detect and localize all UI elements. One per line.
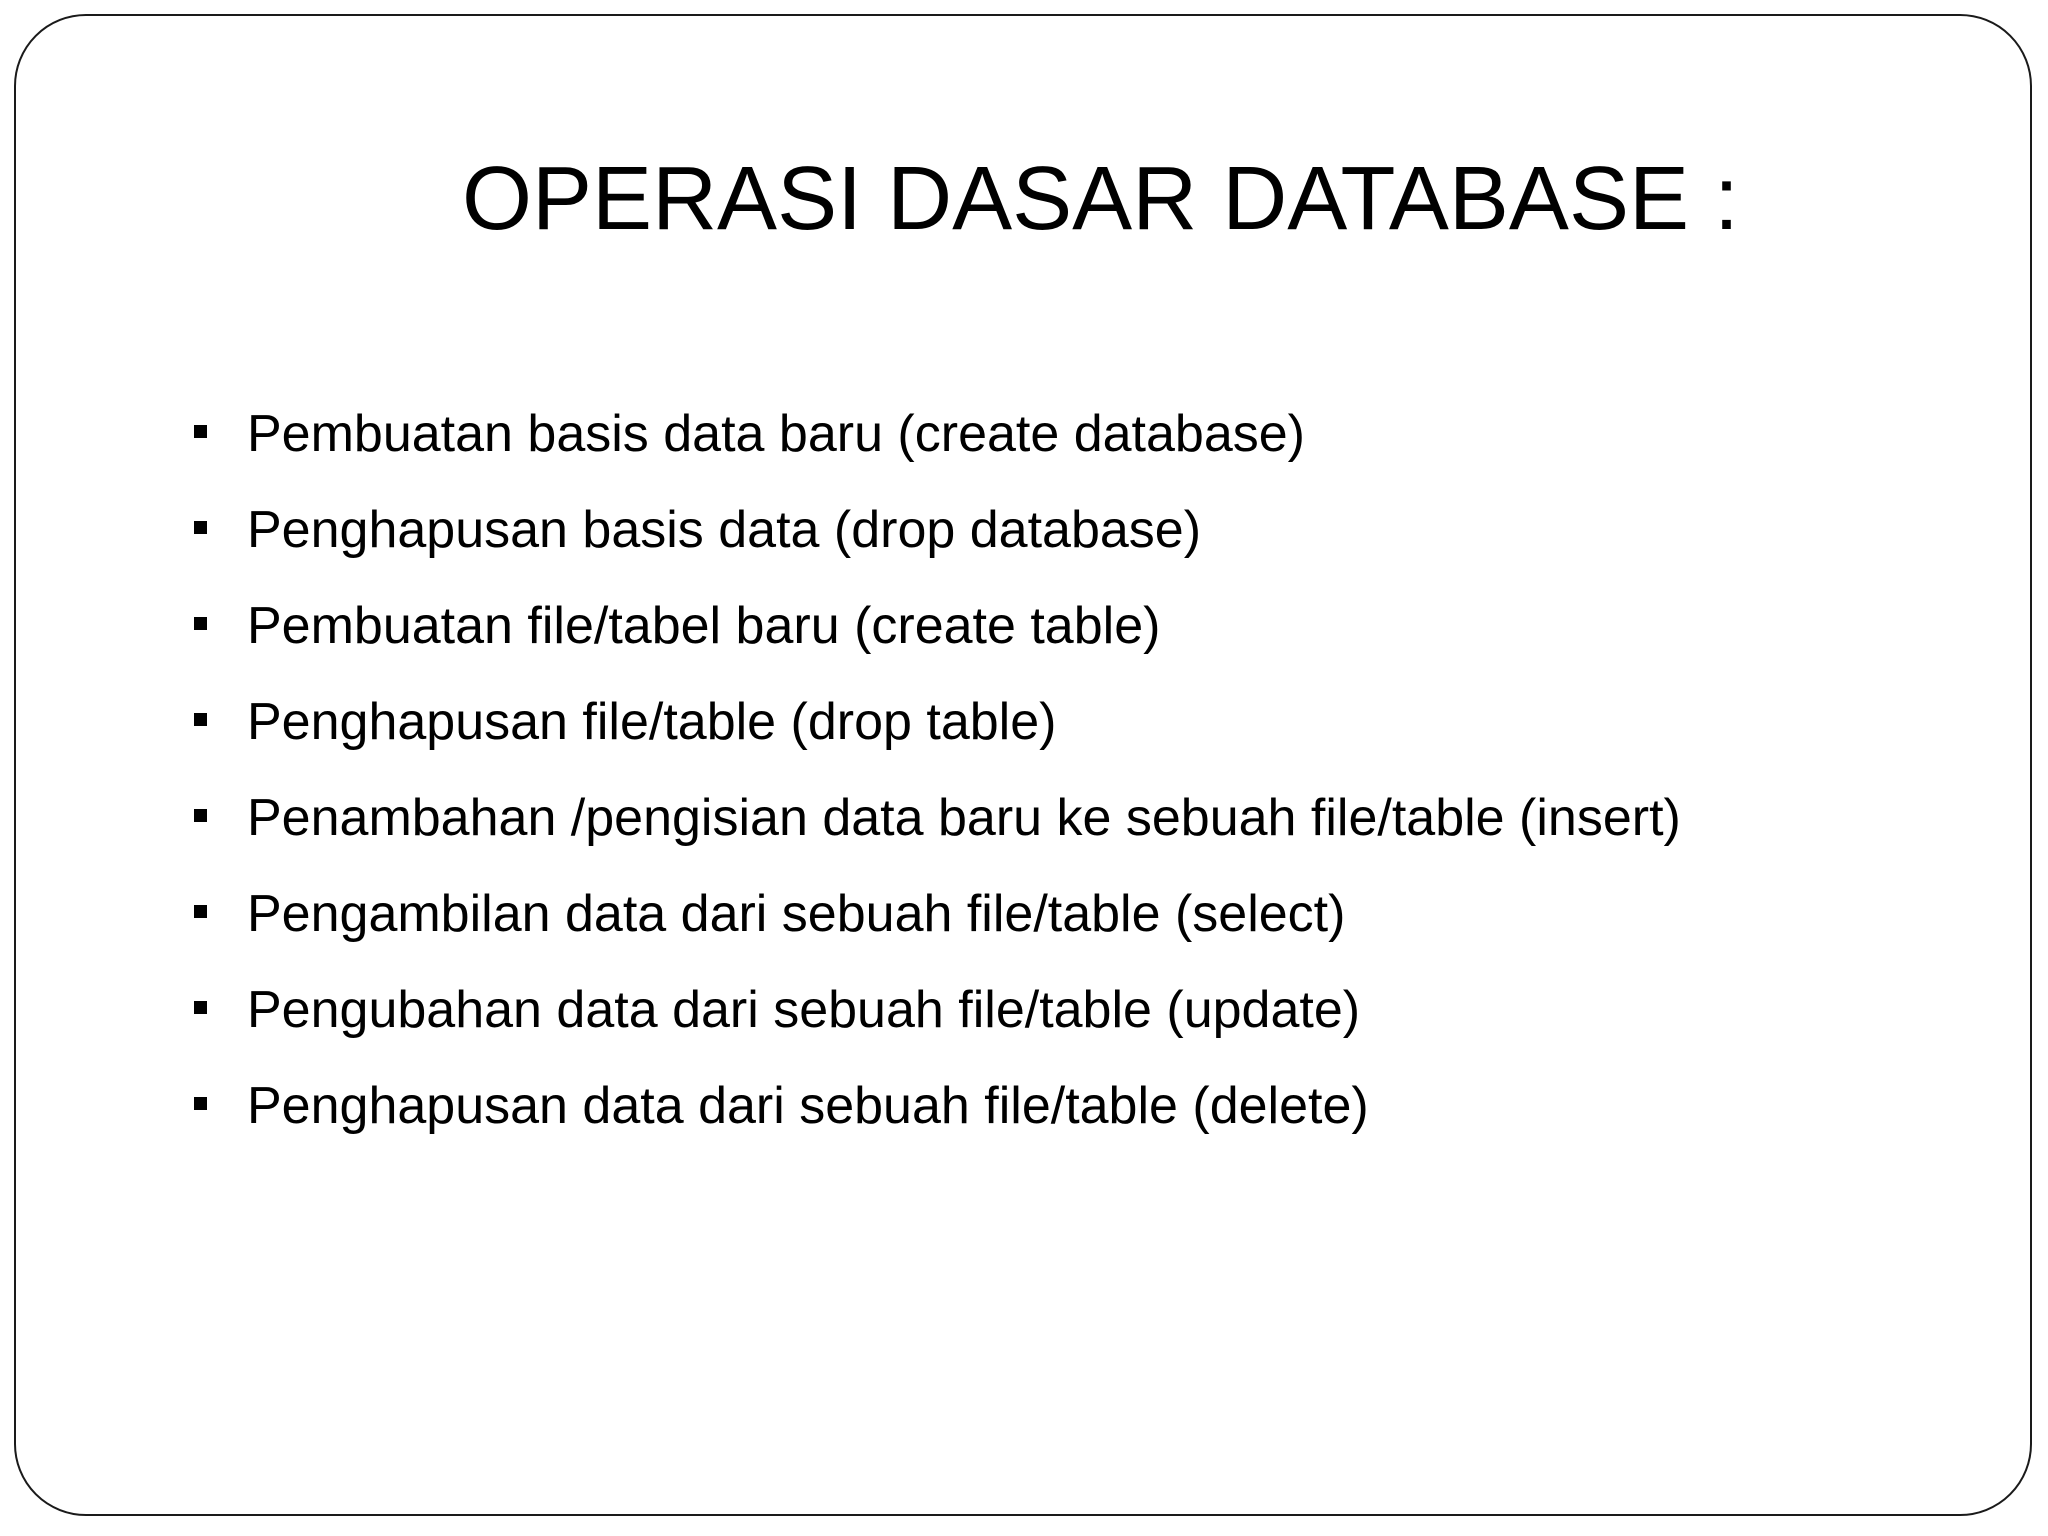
bullet-text: Penghapusan basis data (drop database) bbox=[247, 501, 1202, 559]
square-bullet-icon bbox=[194, 1001, 207, 1014]
list-item bbox=[194, 482, 1681, 578]
square-bullet-icon bbox=[194, 713, 207, 726]
list-item bbox=[194, 962, 1681, 1058]
bullet-text: Penambahan /pengisian data baru ke sebuah file/table (insert) bbox=[247, 789, 1681, 847]
bullet-text: Penghapusan file/table (drop table) bbox=[247, 693, 1057, 751]
list-item bbox=[194, 674, 1681, 770]
square-bullet-icon bbox=[194, 1097, 207, 1110]
square-bullet-icon bbox=[194, 809, 207, 822]
bullet-list bbox=[194, 386, 1681, 1154]
bullet-text: Penghapusan data dari sebuah file/table (delete) bbox=[247, 1077, 1369, 1135]
slide-title: OPERASI DASAR DATABASE : bbox=[462, 149, 1740, 249]
square-bullet-icon bbox=[194, 425, 207, 438]
list-item bbox=[194, 386, 1681, 482]
square-bullet-icon bbox=[194, 521, 207, 534]
square-bullet-icon bbox=[194, 905, 207, 918]
slide-frame bbox=[14, 14, 2032, 1516]
list-item bbox=[194, 770, 1681, 866]
bullet-text: Pembuatan basis data baru (create database) bbox=[247, 405, 1306, 463]
bullet-text: Pengambilan data dari sebuah file/table (select) bbox=[247, 885, 1346, 943]
list-item bbox=[194, 1058, 1681, 1154]
list-item bbox=[194, 866, 1681, 962]
bullet-text: Pengubahan data dari sebuah file/table (update) bbox=[247, 981, 1361, 1039]
list-item bbox=[194, 578, 1681, 674]
square-bullet-icon bbox=[194, 617, 207, 630]
bullet-text: Pembuatan file/tabel baru (create table) bbox=[247, 597, 1161, 655]
